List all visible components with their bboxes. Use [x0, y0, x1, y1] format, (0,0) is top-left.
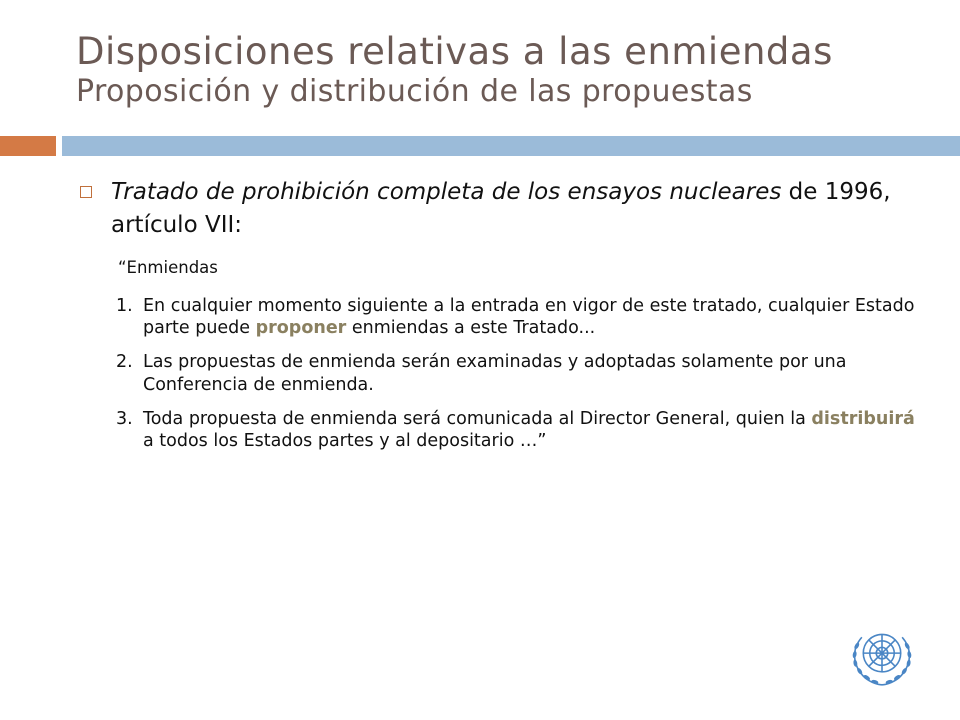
list-item [116, 408, 916, 452]
item-number: 1. [116, 296, 133, 316]
slide-title [76, 30, 936, 109]
list-item [116, 351, 916, 395]
item-text: Las propuestas de enmienda serán examinadas y adoptadas solamente por una Conferencia de enmienda. [143, 352, 847, 395]
square-bullet-icon [80, 186, 92, 198]
treaty-name: Tratado de prohibición completa de los ensayos nucleares [111, 179, 782, 205]
item-text-end: a todos los Estados partes y al depositario …” [143, 431, 547, 452]
bullet-heading [111, 176, 931, 241]
item-text-end: enmiendas a este Tratado... [346, 318, 596, 339]
list-item [116, 295, 916, 339]
title-main: Disposiciones relativas a las enmiendas [76, 30, 833, 73]
item-highlight: proponer [255, 318, 347, 339]
title-subtitle: Proposición y distribución de las propuestas [76, 73, 753, 109]
item-highlight: distribuirá [811, 408, 915, 429]
item-number: 3. [116, 408, 133, 429]
accent-band-blue [62, 136, 960, 156]
quote-heading: “Enmiendas [118, 258, 218, 277]
treaty-article: de 1996, artículo VII: [111, 179, 891, 238]
amendment-items-list [116, 295, 916, 464]
un-emblem-icon [846, 620, 918, 692]
accent-band-orange [0, 136, 56, 156]
item-text: Toda propuesta de enmienda será comunicada al Director General, quien la [143, 408, 812, 429]
item-text: En cualquier momento siguiente a la entrada en vigor de este tratado, cualquier Estado parte puede [143, 296, 915, 339]
item-number: 2. [116, 352, 133, 373]
